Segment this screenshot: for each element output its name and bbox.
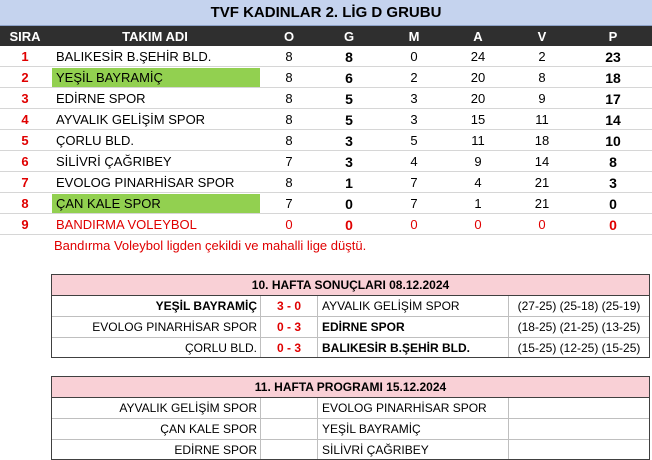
row-played: 8 — [285, 175, 293, 190]
result-score: 3 - 0 — [276, 299, 301, 313]
row-sets-won: 9 — [474, 154, 482, 169]
result-away-team: EDİRNE SPOR — [322, 320, 405, 334]
row-sets-lost: 14 — [534, 154, 550, 169]
header-points: P — [608, 28, 618, 44]
program-col-divider — [260, 398, 261, 459]
program-home-team: AYVALIK GELİŞİM SPOR — [119, 401, 257, 415]
row-sets-won: 20 — [470, 70, 486, 85]
row-rank: 3 — [21, 91, 29, 106]
row-sets-won: 24 — [470, 49, 486, 64]
row-sets-lost: 9 — [538, 91, 546, 106]
row-played: 0 — [285, 217, 293, 232]
row-sets-won: 0 — [474, 217, 482, 232]
row-points: 0 — [609, 195, 617, 212]
row-rank: 1 — [21, 49, 29, 64]
standings-header — [0, 26, 652, 46]
row-sets-won: 20 — [470, 91, 486, 106]
row-lost: 3 — [410, 91, 418, 106]
row-points: 8 — [609, 153, 617, 170]
row-won: 3 — [345, 132, 353, 149]
row-won: 5 — [345, 111, 353, 128]
header-won: G — [343, 28, 355, 44]
row-lost: 2 — [410, 70, 418, 85]
header-lost: M — [408, 28, 420, 44]
row-rank: 6 — [21, 154, 29, 169]
header-sets-lost: V — [537, 28, 547, 44]
row-won: 6 — [345, 69, 353, 86]
row-lost: 7 — [410, 175, 418, 190]
program-away-team: YEŞİL BAYRAMİÇ — [322, 422, 421, 436]
row-sets-lost: 0 — [538, 217, 546, 232]
row-won: 0 — [345, 216, 353, 233]
row-played: 8 — [285, 91, 293, 106]
result-score: 0 - 3 — [276, 320, 301, 334]
header-team: TAKIM ADI — [122, 28, 188, 44]
row-sets-lost: 2 — [538, 49, 546, 64]
row-rank: 4 — [21, 112, 29, 127]
row-won: 1 — [345, 174, 353, 191]
row-sets-won: 1 — [474, 196, 482, 211]
header-rank: SIRA — [9, 28, 41, 44]
row-sets-lost: 21 — [534, 175, 550, 190]
row-team: AYVALIK GELİŞİM SPOR — [56, 112, 206, 127]
program-away-team: EVOLOG PINARHİSAR SPOR — [322, 401, 487, 415]
withdrawal-note: Bandırma Voleybol ligden çekildi ve mahalli lige düştü. — [54, 237, 367, 253]
program-away-team: SİLİVRİ ÇAĞRIBEY — [322, 443, 429, 457]
row-sets-lost: 18 — [534, 133, 550, 148]
row-team: SİLİVRİ ÇAĞRIBEY — [56, 154, 172, 169]
results-col-divider — [260, 296, 261, 357]
result-score: 0 - 3 — [276, 341, 301, 355]
row-points: 3 — [609, 174, 617, 191]
row-rank: 9 — [21, 217, 29, 232]
row-played: 8 — [285, 112, 293, 127]
row-sets-won: 15 — [470, 112, 486, 127]
row-points: 17 — [605, 90, 621, 107]
program-home-team: EDİRNE SPOR — [174, 443, 257, 457]
results-col-divider — [508, 296, 509, 357]
header-sets-won: A — [473, 28, 483, 44]
result-away-team: AYVALIK GELİŞİM SPOR — [322, 299, 460, 313]
row-sets-lost: 21 — [534, 196, 550, 211]
row-points: 14 — [605, 111, 621, 128]
row-team: ÇORLU BLD. — [56, 133, 135, 148]
row-lost: 5 — [410, 133, 418, 148]
row-team: EVOLOG PINARHİSAR SPOR — [56, 175, 235, 190]
row-played: 8 — [285, 70, 293, 85]
row-lost: 4 — [410, 154, 418, 169]
row-team: ÇAN KALE SPOR — [52, 194, 260, 213]
row-team: BALIKESİR B.ŞEHİR BLD. — [56, 49, 212, 64]
row-rank: 2 — [21, 70, 29, 85]
result-sets: (27-25) (25-18) (25-19) — [517, 299, 641, 313]
row-lost: 0 — [410, 49, 418, 64]
row-rank: 7 — [21, 175, 29, 190]
row-played: 7 — [285, 154, 293, 169]
row-played: 8 — [285, 133, 293, 148]
results-col-divider — [317, 296, 318, 357]
result-home-team: EVOLOG PINARHİSAR SPOR — [92, 320, 257, 334]
row-rank: 8 — [21, 196, 29, 211]
row-points: 23 — [605, 48, 621, 65]
row-won: 8 — [345, 48, 353, 65]
row-team: EDİRNE SPOR — [56, 91, 146, 106]
row-team: YEŞİL BAYRAMİÇ — [52, 68, 260, 87]
row-lost: 0 — [410, 217, 418, 232]
row-played: 8 — [285, 49, 293, 64]
program-col-divider — [508, 398, 509, 459]
row-won: 3 — [345, 153, 353, 170]
row-lost: 3 — [410, 112, 418, 127]
result-home-team: YEŞİL BAYRAMİÇ — [155, 299, 257, 313]
header-played: O — [283, 28, 295, 44]
row-sets-won: 11 — [471, 133, 485, 148]
program-title: 11. HAFTA PROGRAMI 15.12.2024 — [52, 377, 649, 397]
row-played: 7 — [285, 196, 293, 211]
row-sets-won: 4 — [474, 175, 482, 190]
results-title: 10. HAFTA SONUÇLARI 08.12.2024 — [52, 275, 649, 295]
row-team: BANDIRMA VOLEYBOL — [56, 217, 197, 232]
result-sets: (15-25) (12-25) (15-25) — [517, 341, 641, 355]
result-away-team: BALIKESİR B.ŞEHİR BLD. — [322, 341, 471, 355]
row-points: 0 — [609, 216, 617, 233]
row-won: 5 — [345, 90, 353, 107]
program-col-divider — [317, 398, 318, 459]
row-lost: 7 — [410, 196, 418, 211]
row-sets-lost: 8 — [538, 70, 546, 85]
row-rank: 5 — [21, 133, 29, 148]
row-divider — [0, 234, 652, 235]
row-won: 0 — [345, 195, 353, 212]
row-points: 10 — [605, 132, 621, 149]
program-home-team: ÇAN KALE SPOR — [160, 422, 257, 436]
row-sets-lost: 11 — [535, 112, 549, 127]
result-home-team: ÇORLU BLD. — [184, 341, 257, 355]
result-sets: (18-25) (21-25) (13-25) — [517, 320, 641, 334]
row-points: 18 — [605, 69, 621, 86]
page-title: TVF KADINLAR 2. LİG D GRUBU — [0, 0, 652, 26]
